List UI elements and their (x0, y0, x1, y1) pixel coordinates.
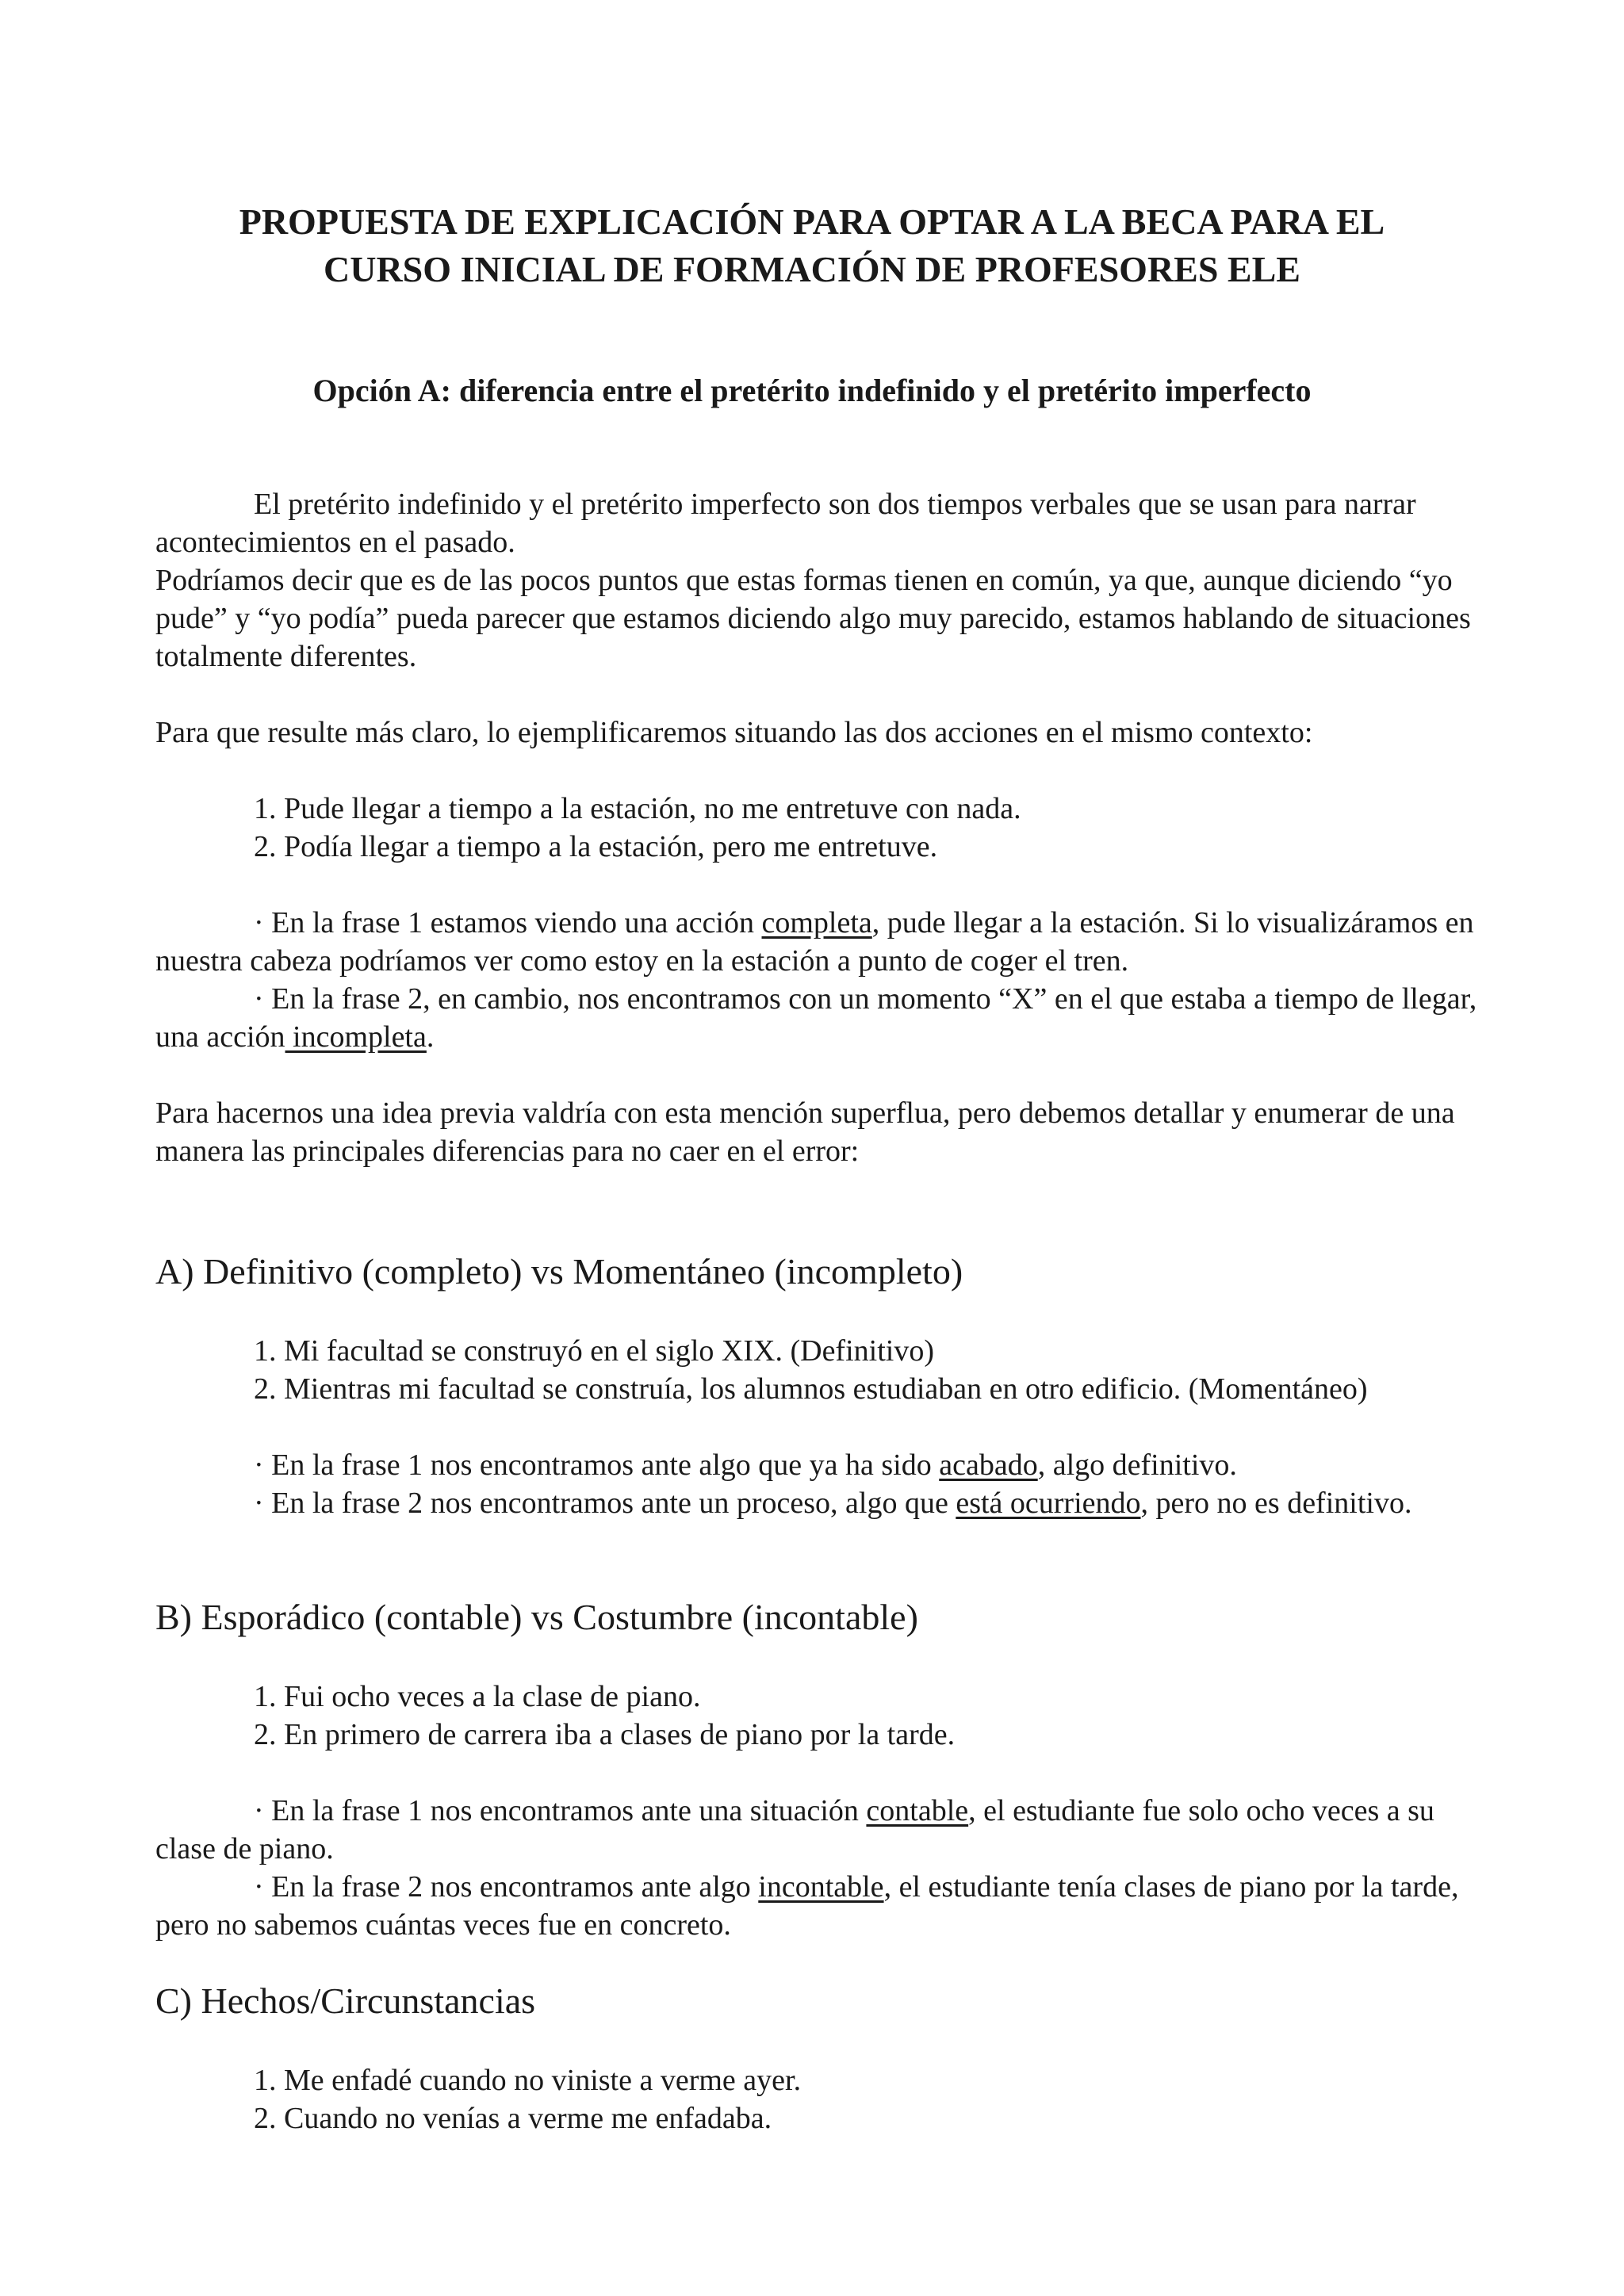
underlined-term: está ocurriendo (956, 1487, 1141, 1520)
section-b-comment-1: · En la frase 1 nos encontramos ante una situación contable, el estudiante fue solo ocho veces a su clase de piano. (155, 1794, 1434, 1866)
section-c-example-1: 1. Me enfadé cuando no viniste a verme ayer. (254, 2064, 802, 2097)
intro-paragraph-1: El pretérito indefinido y el pretérito imperfecto son dos tiempos verbales que se usan para narrar acontecimientos en el pasado. (155, 488, 1416, 559)
section-a-example-2: 2. Mientras mi facultad se construía, los alumnos estudiaban en otro edificio. (Momentáneo) (254, 1372, 1368, 1406)
underlined-term: contable (866, 1794, 969, 1827)
underlined-term: incompleta (285, 1020, 427, 1054)
section-b-comment-2: · En la frase 2 nos encontramos ante algo incontable, el estudiante tenía clases de piano por la tarde, pero no sabemos cuántas veces fue en concreto. (155, 1870, 1459, 1942)
section-b-heading: B) Esporádico (contable) vs Costumbre (incontable) (155, 1597, 918, 1637)
intro-example-1: 1. Pude llegar a tiempo a la estación, no me entretuve con nada. (254, 792, 1021, 825)
intro-comment-1: · En la frase 1 estamos viendo una acción completa, pude llegar a la estación. Si lo visualizáramos en nuestra cabeza podríamos ver como estoy en la estación a punto de coger el tren. (155, 906, 1474, 978)
title-line-2: CURSO INICIAL DE FORMACIÓN DE PROFESORES ELE (324, 249, 1300, 289)
section-b-example-2: 2. En primero de carrera iba a clases de piano por la tarde. (254, 1718, 956, 1751)
title-line-1: PROPUESTA DE EXPLICACIÓN PARA OPTAR A LA BECA PARA EL (239, 201, 1385, 242)
intro-comment-2: · En la frase 2, en cambio, nos encontramos con un momento “X” en el que estaba a tiempo de llegar, una acción incompleta. (155, 982, 1477, 1054)
intro-paragraph-2: Podríamos decir que es de las pocos puntos que estas formas tienen en común, ya que, aunque diciendo “yo pude” y “yo podía” pueda parecer que estamos diciendo algo muy parecido, estamos hablando de situaciones totalmente diferentes. (155, 564, 1471, 673)
section-c-example-2: 2. Cuando no venías a verme me enfadaba. (254, 2102, 772, 2135)
document-title (155, 198, 1469, 293)
section-b-example-1: 1. Fui ocho veces a la clase de piano. (254, 1680, 701, 1713)
underlined-term: completa (761, 906, 872, 939)
underlined-term: acabado (939, 1448, 1038, 1482)
intro-paragraph-4: Para hacernos una idea previa valdría con esta mención superflua, pero debemos detallar y enumerar de una manera las principales diferencias para no caer en el error: (155, 1096, 1455, 1168)
document-subtitle: Opción A: diferencia entre el pretérito indefinido y el pretérito imperfecto (312, 373, 1312, 408)
section-a-heading: A) Definitivo (completo) vs Momentáneo (incompleto) (155, 1251, 963, 1292)
section-a-comment-1: · En la frase 1 nos encontramos ante algo que ya ha sido acabado, algo definitivo. (254, 1448, 1237, 1482)
intro-example-2: 2. Podía llegar a tiempo a la estación, pero me entretuve. (254, 830, 938, 863)
section-c-heading: C) Hechos/Circunstancias (155, 1980, 536, 2021)
underlined-term: incontable (758, 1870, 884, 1904)
section-a-comment-2: · En la frase 2 nos encontramos ante un proceso, algo que está ocurriendo, pero no es definitivo. (254, 1487, 1412, 1520)
intro-paragraph-3: Para que resulte más claro, lo ejemplificaremos situando las dos acciones en el mismo contexto: (155, 716, 1313, 749)
section-a-example-1: 1. Mi facultad se construyó en el siglo XIX. (Definitivo) (254, 1334, 934, 1368)
